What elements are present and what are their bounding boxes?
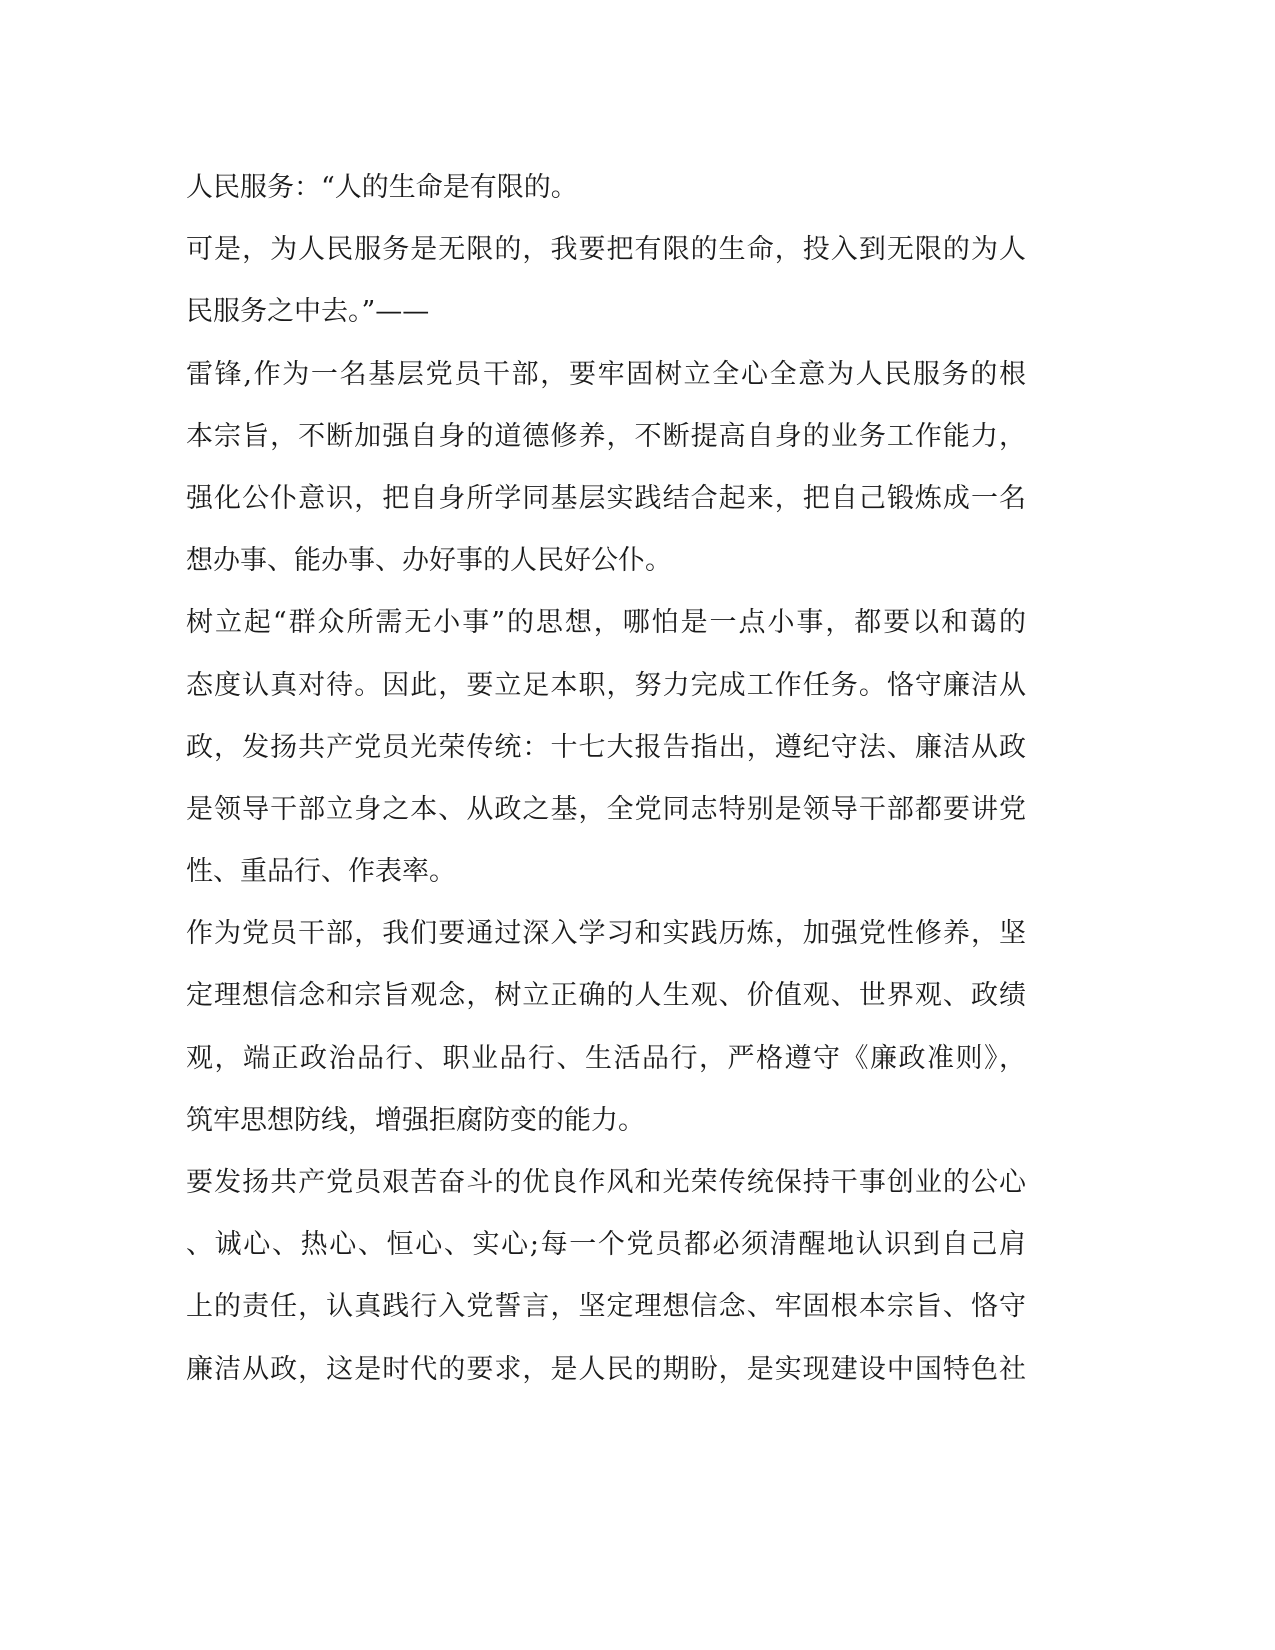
text-line: 政，发扬共产党员光荣传统：十七大报告指出，遵纪守法、廉洁从政 [186,731,1026,763]
text-line: 要发扬共产党员艰苦奋斗的优良作风和光荣传统保持干事创业的公心 [186,1167,1026,1198]
text-line: 树立起“群众所需无小事”的思想，哪怕是一点小事，都要以和蔼的 [186,607,1026,639]
text-line: 雷锋,作为一名基层党员干部，要牢固树立全心全意为人民服务的根 [186,358,1026,390]
document-body [186,157,1026,1401]
text-line: 民服务之中去。”—— [186,296,430,328]
text-line: 性、重品行、作表率。 [186,856,456,888]
text-line: 筑牢思想防线，增强拒腐防变的能力。 [186,1104,645,1136]
text-line: 、诚心、热心、恒心、实心;每一个党员都必须清醒地认识到自己肩 [186,1229,1026,1261]
text-line: 强化公仆意识，把自身所学同基层实践结合起来，把自己锻炼成一名 [186,482,1026,514]
text-line: 是领导干部立身之本、从政之基，全党同志特别是领导干部都要讲党 [186,793,1026,825]
text-line: 态度认真对待。因此，要立足本职，努力完成工作任务。恪守廉洁从 [186,669,1026,701]
text-line: 定理想信念和宗旨观念，树立正确的人生观、价值观、世界观、政绩 [186,980,1026,1012]
text-line: 作为党员干部，我们要通过深入学习和实践历炼，加强党性修养，坚 [186,918,1026,950]
text-line: 观，端正政治品行、职业品行、生活品行，严格遵守《廉政准则》， [186,1042,1026,1074]
text-line: 廉洁从政，这是时代的要求，是人民的期盼，是实现建设中国特色社 [186,1353,1026,1385]
text-line: 可是，为人民服务是无限的，我要把有限的生命，投入到无限的为人 [186,234,1026,266]
text-line: 想办事、能办事、办好事的人民好公仆。 [186,545,672,577]
text-line: 上的责任，认真践行入党誓言，坚定理想信念、牢固根本宗旨、恪守 [186,1291,1026,1323]
text-line: 本宗旨，不断加强自身的道德修养，不断提高自身的业务工作能力， [186,420,1026,452]
text-line: 人民服务：“人的生命是有限的。 [186,172,578,203]
